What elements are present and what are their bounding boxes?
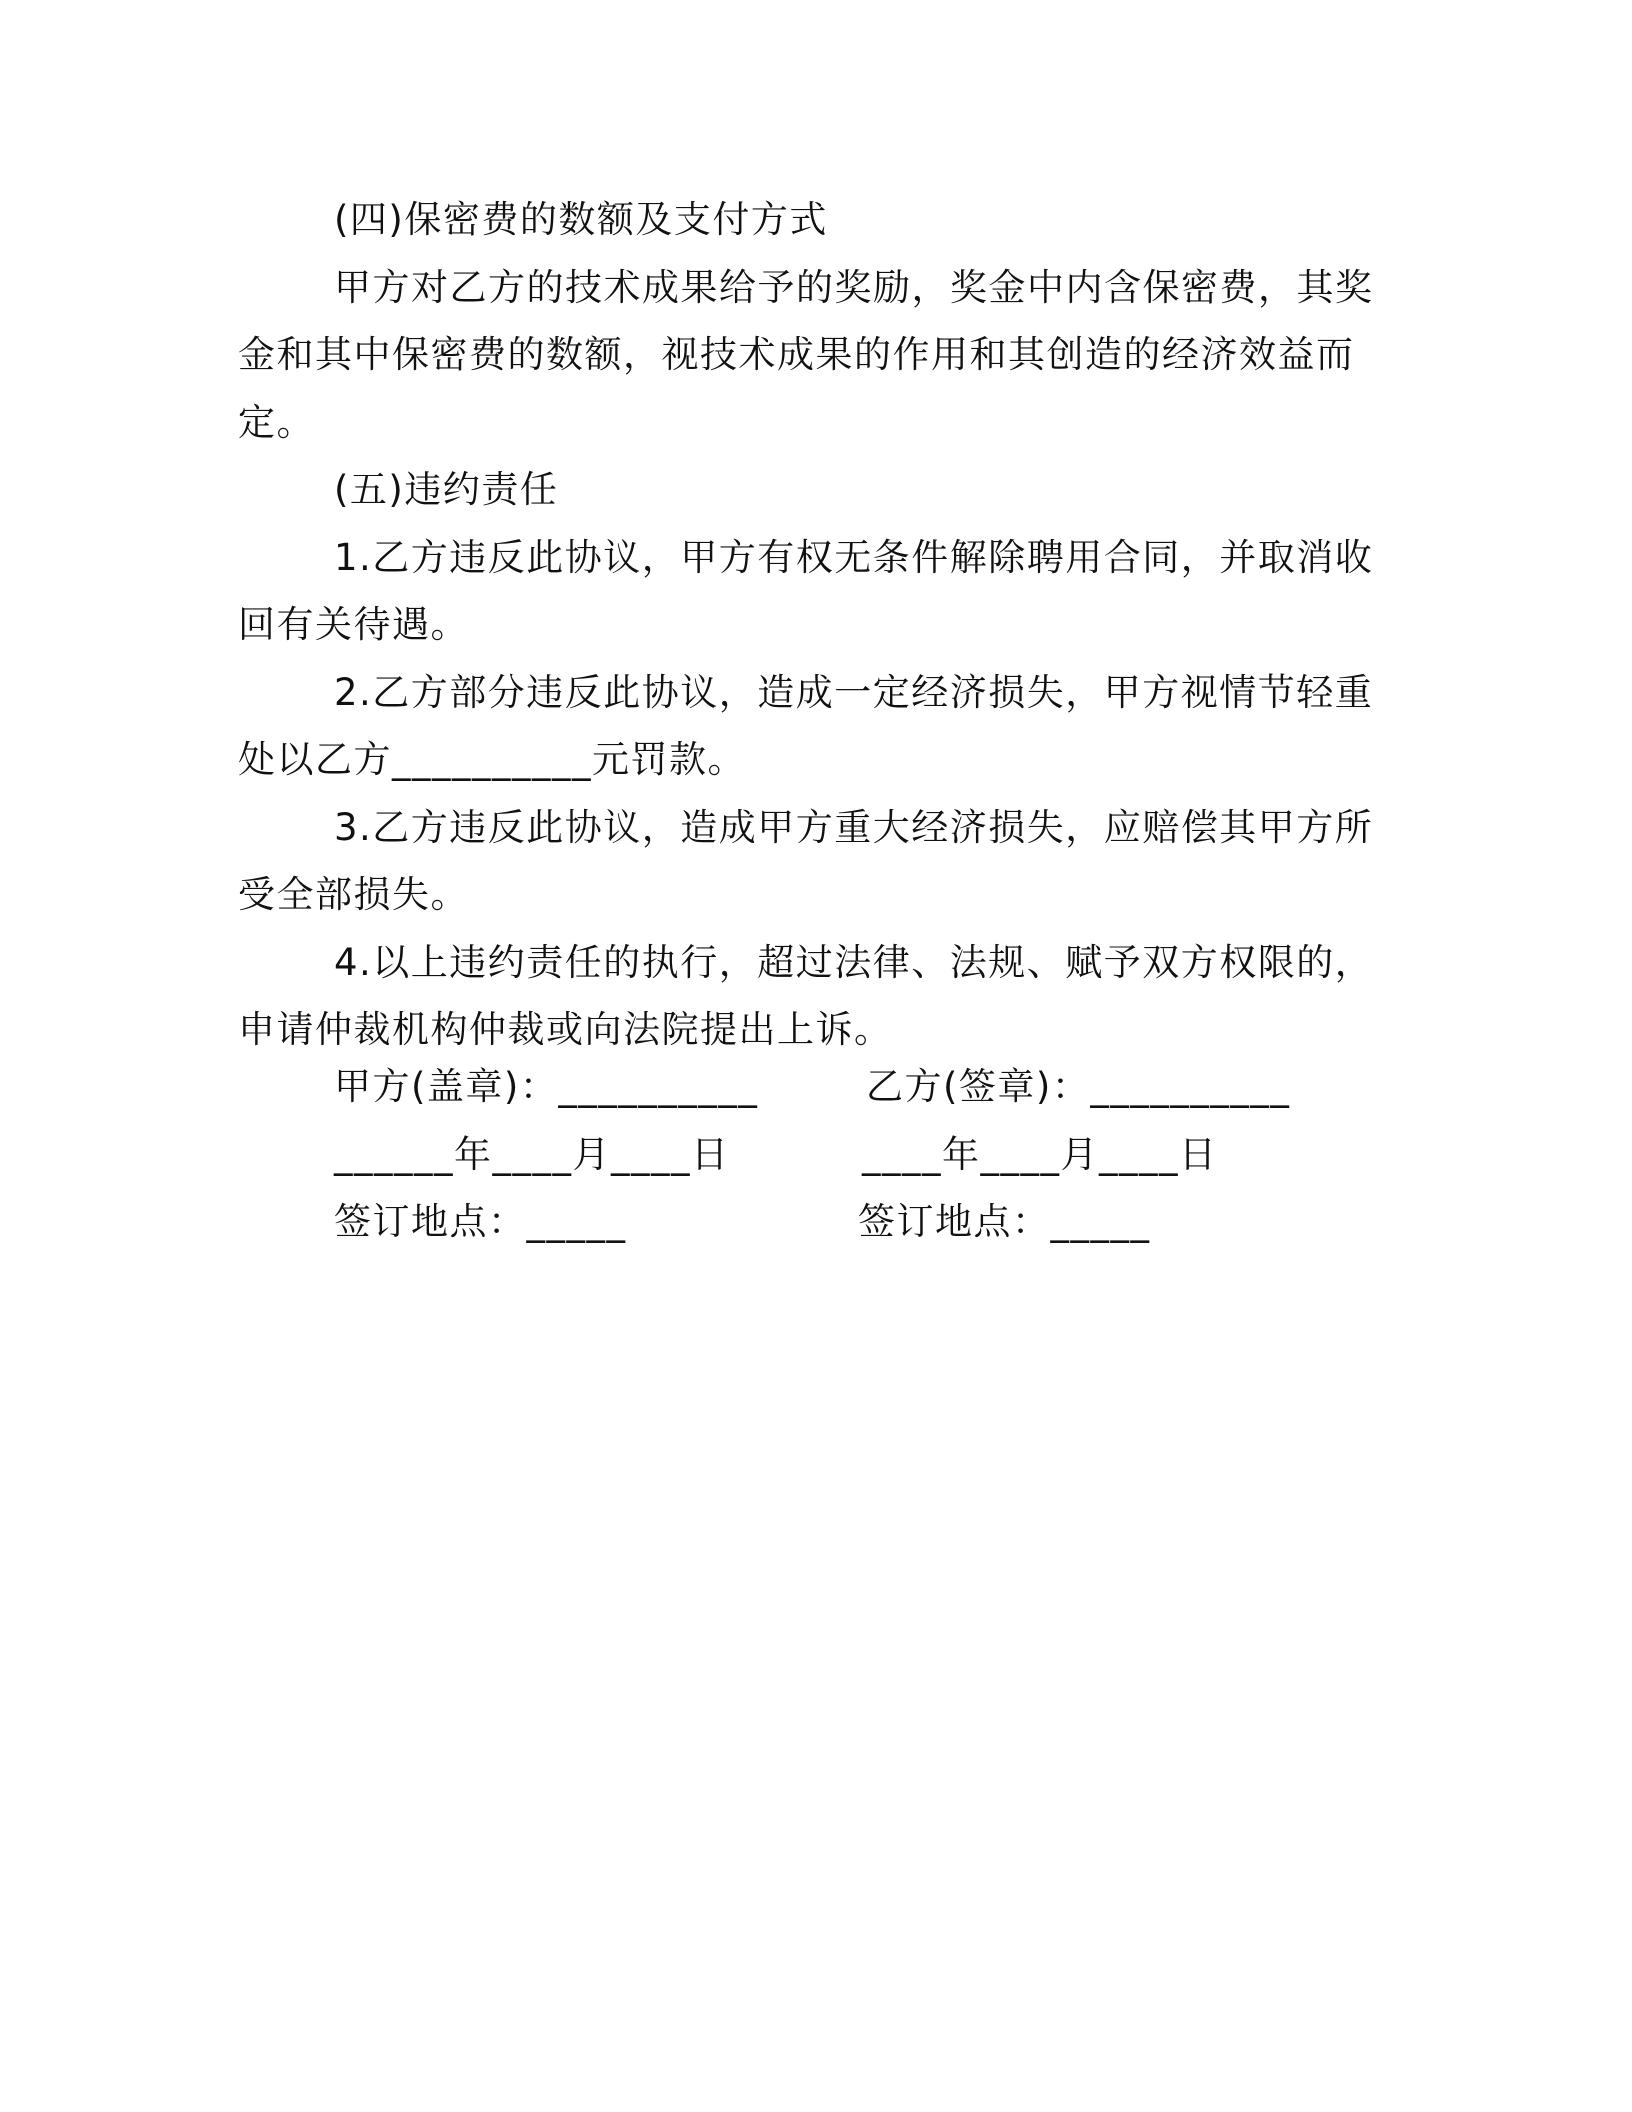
clause-2: 2.乙方部分违反此协议，造成一定经济损失，甲方视情节轻重处以乙方__________元罚款。	[238, 670, 1374, 781]
document-body	[238, 186, 1378, 1064]
party-a-seal-line: 甲方(盖章)：__________	[334, 1065, 759, 1108]
signature-block-party-b	[858, 1053, 1290, 1256]
party-b-place-line: 签订地点：_____	[858, 1200, 1151, 1243]
paragraph-reward: 甲方对乙方的技术成果给予的奖励，奖金中内含保密费，其奖金和其中保密费的数额，视技术成果的作用和其创造的经济效益而定。	[238, 265, 1374, 444]
signature-block-party-a	[334, 1053, 758, 1256]
section-heading-confidentiality-fee: (四)保密费的数额及支付方式	[334, 198, 828, 241]
clause-3: 3.乙方违反此协议，造成甲方重大经济损失，应赔偿其甲方所受全部损失。	[238, 805, 1374, 916]
clause-4: 4.以上违约责任的执行，超过法律、法规、赋予双方权限的，申请仲裁机构仲裁或向法院提出上诉。	[238, 940, 1374, 1051]
clause-1: 1.乙方违反此协议，甲方有权无条件解除聘用合同，并取消收回有关待遇。	[238, 535, 1374, 646]
party-a-place-line: 签订地点：_____	[334, 1200, 627, 1243]
party-b-date-line: ____年____月____日	[862, 1132, 1218, 1176]
section-heading-liability: (五)违约责任	[334, 468, 559, 511]
party-a-date-line: ______年____月____日	[334, 1132, 730, 1176]
party-b-seal-line: 乙方(签章)：__________	[866, 1065, 1291, 1108]
